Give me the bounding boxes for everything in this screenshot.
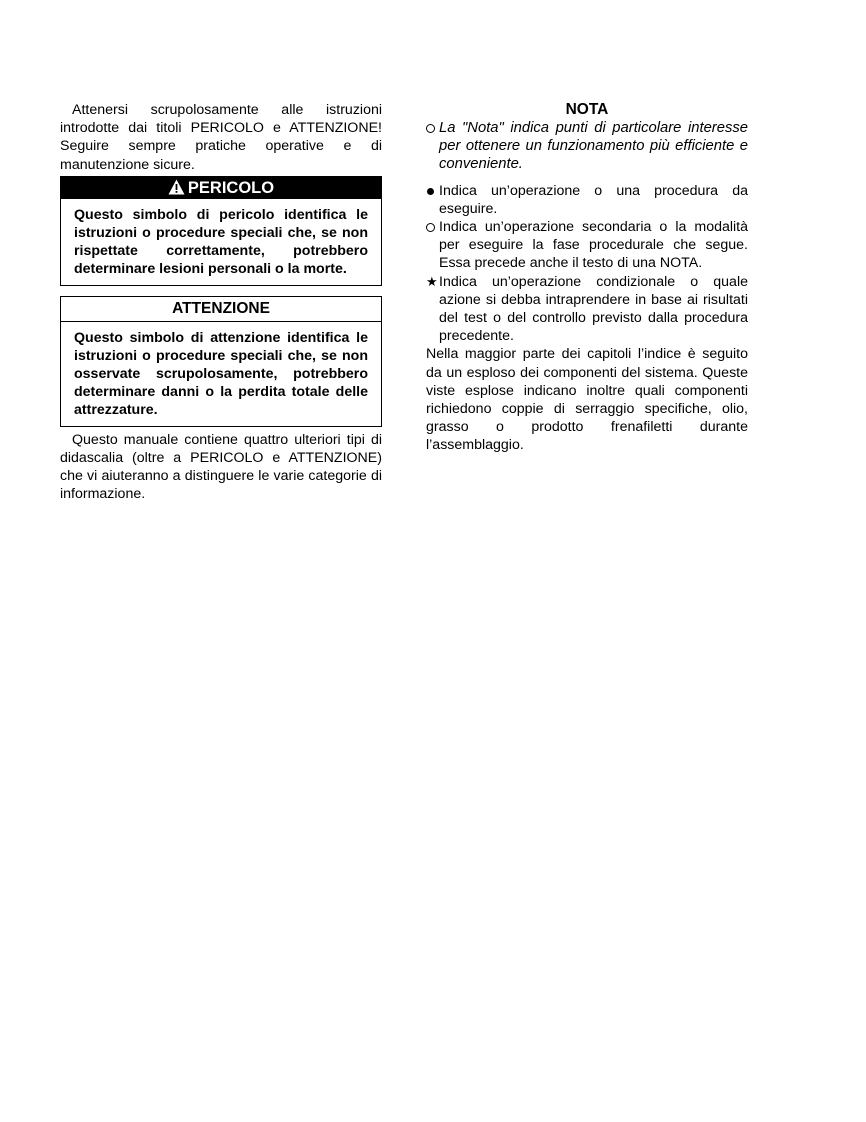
filled-bullet-icon <box>426 182 439 200</box>
list-item <box>426 218 748 273</box>
nota-heading: NOTA <box>565 101 609 118</box>
open-circle-icon <box>426 218 439 237</box>
list-item-text: Indica un’operazione o una procedura da eseguire. <box>439 182 748 217</box>
pericolo-body: Questo simbolo di pericolo identifica le istruzioni o procedure speciali che, se non rispettate correttamente, potrebbero determinare lesioni personali o la morte. <box>74 206 368 278</box>
nota-item <box>426 119 748 174</box>
left-column <box>60 101 382 503</box>
list-item <box>426 182 748 218</box>
open-circle-icon <box>426 119 439 138</box>
warning-triangle-icon <box>168 179 185 201</box>
attenzione-box <box>60 296 382 427</box>
intro-paragraph: Attenersi scrupolosamente alle istruzioni introdotte dai titoli PERICOLO e ATTENZIONE! Seguire sempre pratiche operative e di manutenzione sicure. <box>60 102 382 173</box>
pericolo-heading-bar <box>61 177 381 199</box>
attenzione-heading: ATTENZIONE <box>61 297 381 322</box>
closing-paragraph-left: Questo manuale contiene quattro ulteriori tipi di didascalia (oltre a PERICOLO e ATTENZIONE) che vi aiuteranno a distinguere le varie categorie di informazione. <box>60 431 382 503</box>
attenzione-body: Questo simbolo di attenzione identifica le istruzioni o procedure speciali che, se non osservate scrupolosamente, potrebbero determinare danni o la perdita totale delle attrezzature. <box>74 329 368 419</box>
list-item <box>426 273 748 346</box>
list-item-text: Indica un’operazione secondaria o la modalità per eseguire la fase procedurale che segue. Essa precede anche il testo di una NOTA. <box>439 219 748 272</box>
right-column <box>426 101 748 455</box>
pericolo-heading: PERICOLO <box>187 178 275 197</box>
star-icon: ★ <box>426 273 438 289</box>
nota-text: La "Nota" indica punti di particolare interesse per ottenere un funzionamento più efficiente e conveniente. <box>439 120 748 173</box>
pericolo-box <box>60 176 382 286</box>
closing-paragraph-right: Nella maggior parte dei capitoli l’indice è seguito da un esploso dei componenti del sistema. Queste viste esplose indicano inoltre quali componenti richiedono coppie di serraggio specifiche, olio, grasso o prodotto frenafiletti durante l’assemblaggio. <box>426 346 748 454</box>
list-item-text: Indica un’operazione condizionale o quale azione si debba intraprendere in base ai risultati del test o del controllo previsto dalla procedura precedente. <box>439 273 748 345</box>
